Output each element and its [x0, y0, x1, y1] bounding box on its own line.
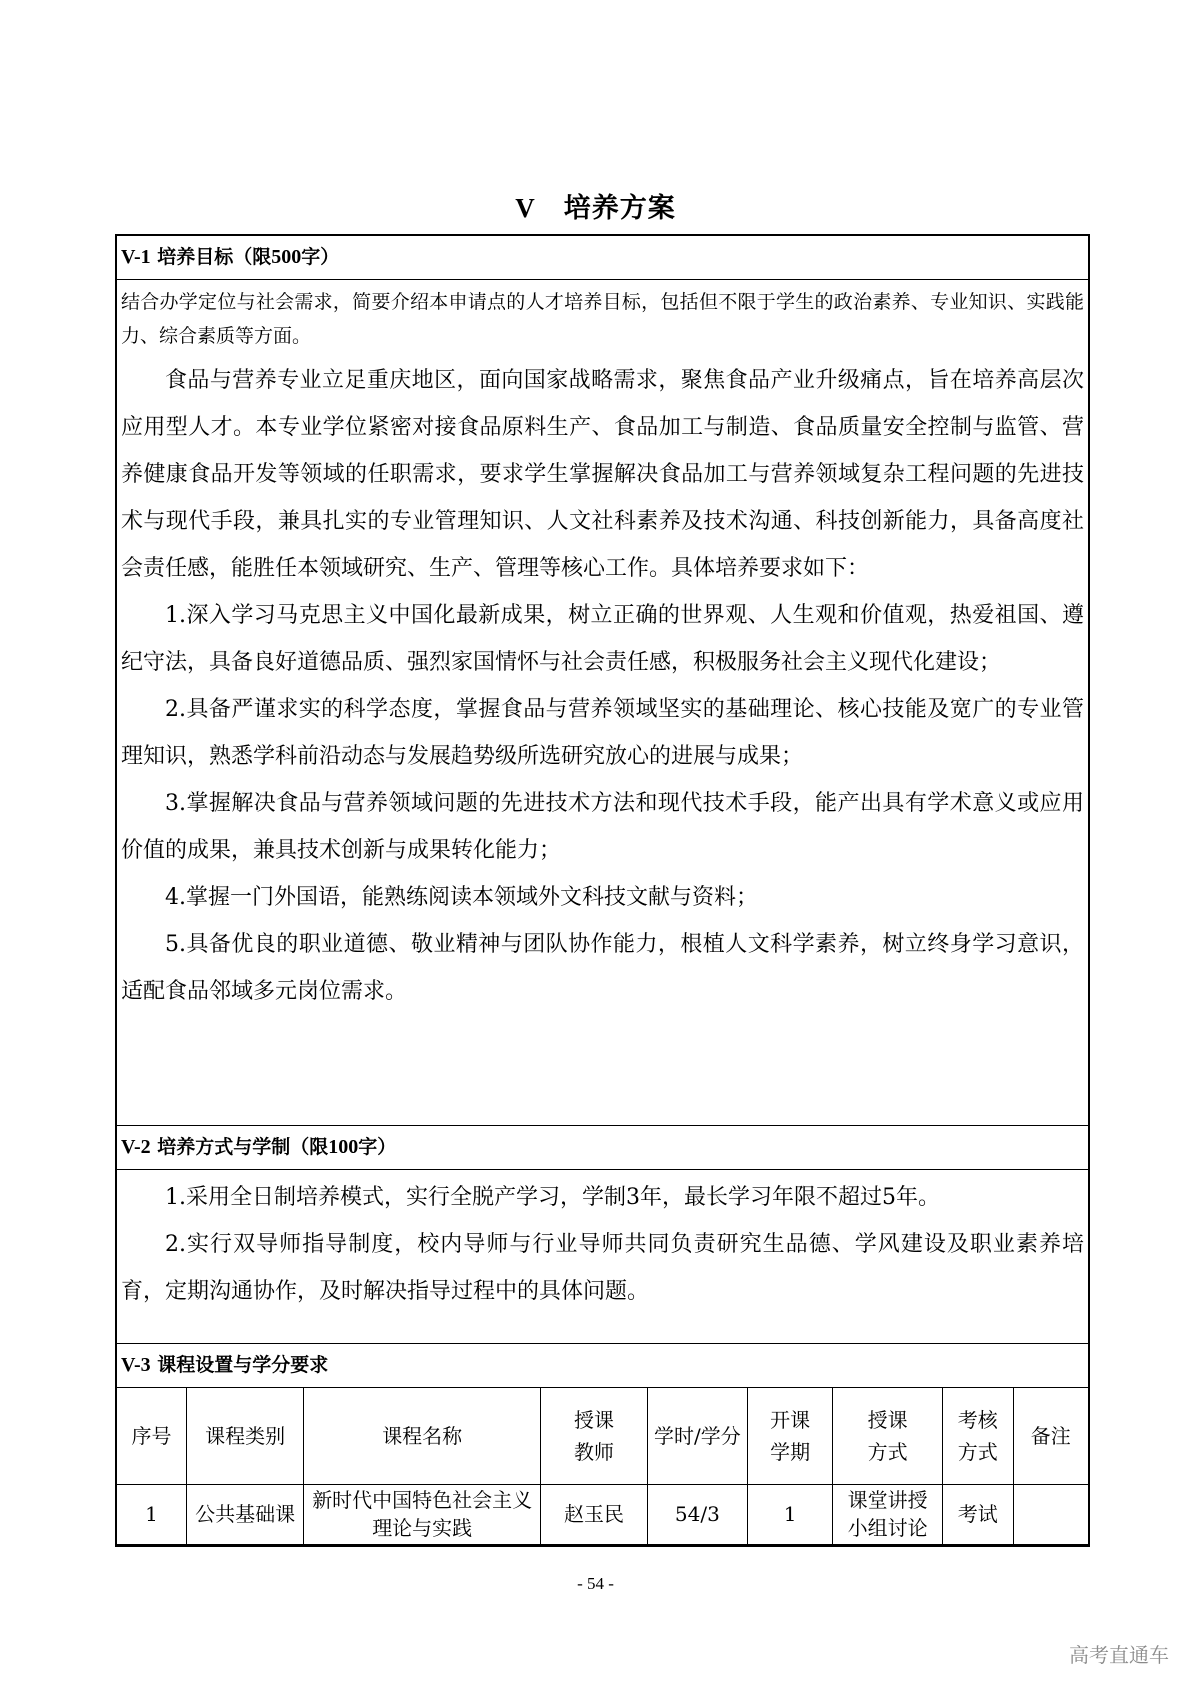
cell-category: 公共基础课 — [187, 1484, 304, 1544]
section-heading: V-3 课程设置与学分要求 — [117, 1344, 1088, 1388]
column-header: 授课 教师 — [541, 1388, 647, 1484]
column-header: 课程类别 — [187, 1388, 304, 1484]
section-body — [117, 1170, 1088, 1315]
course-table — [117, 1388, 1088, 1545]
column-header: 开课 学期 — [747, 1388, 832, 1484]
paragraph: 1.深入学习马克思主义中国化最新成果，树立正确的世界观、人生观和价值观，热爱祖国、遵纪守法，具备良好道德品质、强烈家国情怀与社会责任感，积极服务社会主义现代化建设； — [121, 603, 1084, 675]
section-courses — [117, 1344, 1088, 1545]
title-text: 培养方案 — [563, 193, 676, 224]
section-training-goals — [117, 236, 1088, 1126]
section-heading: V-1 培养目标（限500字） — [117, 236, 1088, 280]
section-training-mode — [117, 1126, 1088, 1344]
paragraph: 1.采用全日制培养模式，实行全脱产学习，学制3年，最长学习年限不超过5年。 — [165, 1185, 940, 1210]
cell-method: 课堂讲授 小组讨论 — [833, 1484, 943, 1544]
paragraph: 4.掌握一门外国语，能熟练阅读本领域外文科技文献与资料； — [165, 885, 758, 910]
cell-semester: 1 — [747, 1484, 832, 1544]
section-body — [117, 353, 1088, 1015]
paragraph: 5.具备优良的职业道德、敬业精神与团队协作能力，根植人文科学素养，树立终身学习意识，适配食品邻域多元岗位需求。 — [121, 932, 1084, 1004]
column-header: 备注 — [1013, 1388, 1088, 1484]
table-row — [117, 1484, 1088, 1544]
title-roman: V — [515, 193, 536, 223]
paragraph: 2.实行双导师指导制度，校内导师与行业导师共同负责研究生品德、学风建设及职业素养培育，定期沟通协作，及时解决指导过程中的具体问题。 — [121, 1232, 1084, 1304]
paragraph: 2.具备严谨求实的科学态度，掌握食品与营养领域坚实的基础理论、核心技能及宽广的专业管理知识，熟悉学科前沿动态与发展趋势级所选研究放心的进展与成果； — [121, 697, 1084, 769]
cell-remark — [1013, 1484, 1088, 1544]
table-header-row — [117, 1388, 1088, 1484]
column-header: 序号 — [117, 1388, 187, 1484]
column-header: 考核 方式 — [942, 1388, 1013, 1484]
watermark: 高考直通车 — [1069, 1643, 1169, 1667]
column-header: 课程名称 — [304, 1388, 541, 1484]
section-instruction: 结合办学定位与社会需求，简要介绍本申请点的人才培养目标，包括但不限于学生的政治素养、专业知识、实践能力、综合素质等方面。 — [121, 291, 1084, 347]
paragraph: 3.掌握解决食品与营养领域问题的先进技术方法和现代技术手段，能产出具有学术意义或应用价值的成果，兼具技术创新与成果转化能力； — [121, 791, 1084, 863]
training-plan-form — [115, 234, 1090, 1547]
cell-course-name: 新时代中国特色社会主义 理论与实践 — [304, 1484, 541, 1544]
column-header: 学时/学分 — [647, 1388, 747, 1484]
cell-teacher: 赵玉民 — [541, 1484, 647, 1544]
section-heading: V-2 培养方式与学制（限100字） — [117, 1126, 1088, 1170]
cell-hours-credits: 54/3 — [647, 1484, 747, 1544]
cell-no: 1 — [117, 1484, 187, 1544]
column-header: 授课 方式 — [833, 1388, 943, 1484]
paragraph: 食品与营养专业立足重庆地区，面向国家战略需求，聚焦食品产业升级痛点，旨在培养高层次应用型人才。本专业学位紧密对接食品原料生产、食品加工与制造、食品质量安全控制与监管、营养健康食品开发等领域的任职需求，要求学生掌握解决食品加工与营养领域复杂工程问题的先进技术与现代手段，兼具扎实的专业管理知识、人文社科素养及技术沟通、科技创新能力，具备高度社会责任感，能胜任本领域研究、生产、管理等核心工作。具体培养要求如下： — [121, 368, 1084, 581]
page-title — [0, 186, 1191, 225]
page-number: - 54 - — [577, 1574, 614, 1593]
cell-assessment: 考试 — [942, 1484, 1013, 1544]
